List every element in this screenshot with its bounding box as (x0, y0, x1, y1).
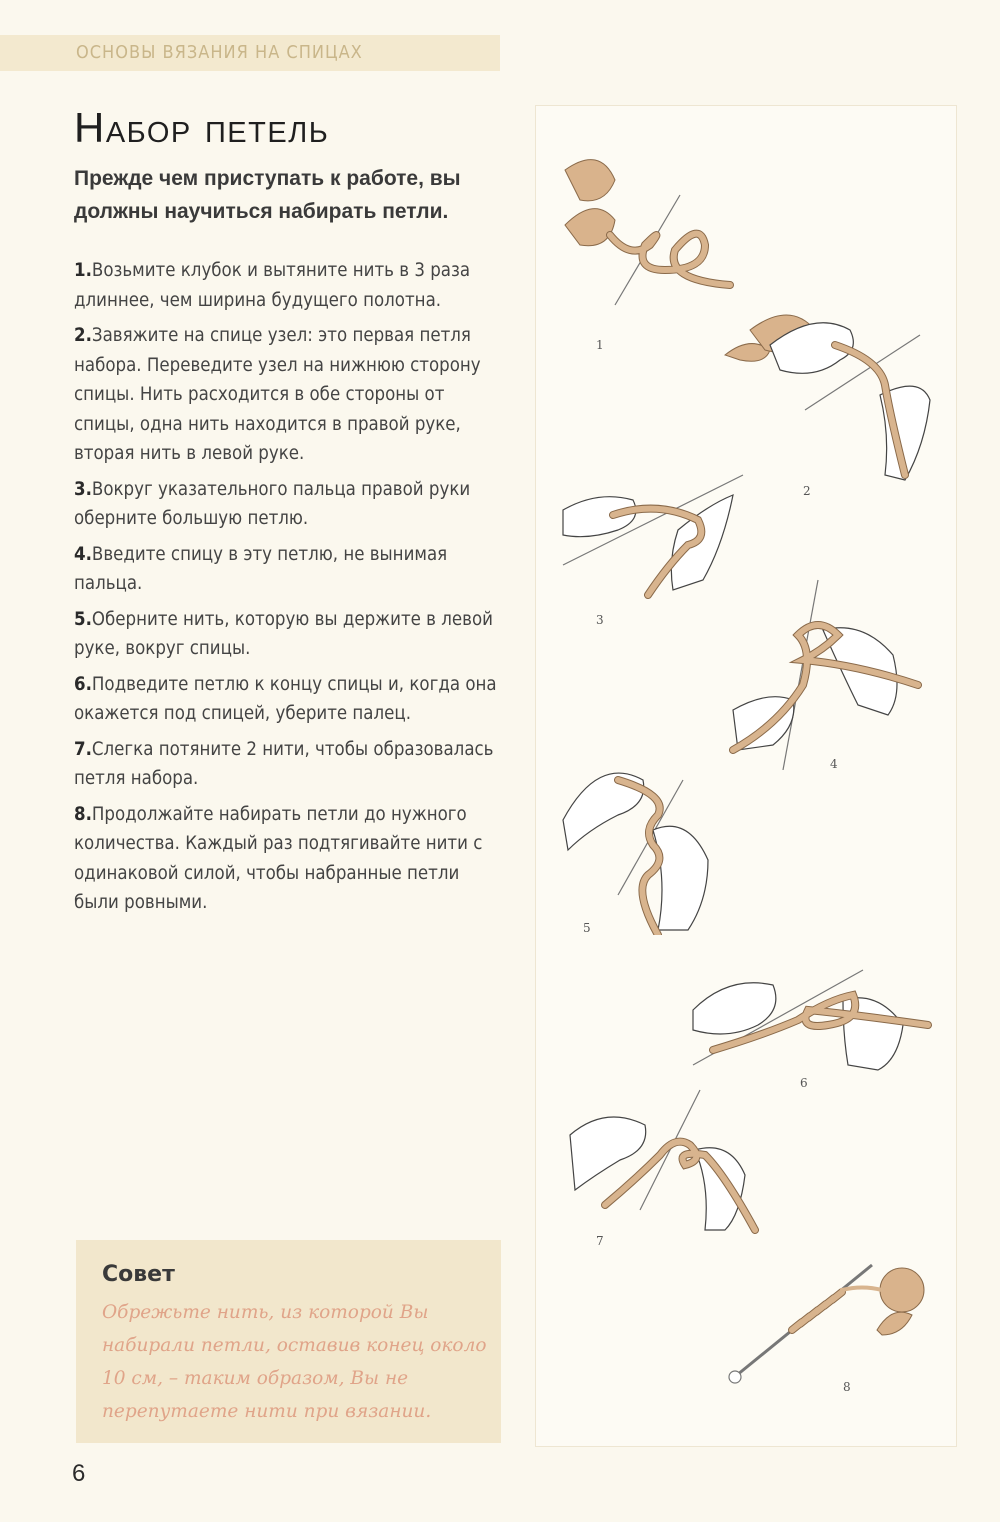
step-text: Вокруг указательного пальца правой руки оберните большую петлю. (74, 478, 471, 529)
step-item (74, 605, 504, 664)
finger-loop-illustration (558, 470, 748, 600)
wrap-yarn-illustration (558, 760, 718, 935)
figure-label: 1 (596, 338, 604, 352)
step-text: Продолжайте набирать петли до нужного количества. Каждый раз подтягивайте нити с одинаковой силой, чтобы набранные петли были ровными. (74, 803, 483, 913)
step-item (74, 735, 504, 794)
step-number: 5. (74, 608, 92, 630)
intro-text: Прежде чем приступать к работе, вы должны научиться набирать петли. (74, 167, 461, 223)
figure-label: 3 (596, 613, 604, 627)
figure-label: 8 (843, 1380, 851, 1394)
step-number: 8. (74, 803, 92, 825)
step-item (74, 540, 504, 599)
figure-label: 4 (830, 757, 838, 771)
step-number: 7. (74, 738, 92, 760)
tip-title: Совет (102, 1262, 175, 1287)
step-number: 2. (74, 325, 92, 346)
step-text: Завяжите на спице узел: это первая петля набора. Переведите узел на нижнюю сторону спицы. Нить расходится в обе стороны от спицы, одна нить находится в правой руке, вторая нить в левой руке. (74, 325, 481, 464)
step-item (74, 670, 504, 729)
steps-list (74, 256, 504, 924)
page-title: Набор петель (74, 104, 330, 151)
step-number: 6. (74, 673, 92, 695)
cast-on-needle-illustration (722, 1260, 932, 1390)
step-number: 4. (74, 543, 92, 565)
step-text: Введите спицу в эту петлю, не вынимая пальца. (74, 543, 448, 594)
step-text: Возьмите клубок и вытяните нить в 3 раза длиннее, чем ширина будущего полотна. (74, 260, 471, 311)
step-item (74, 800, 504, 918)
needle-into-loop-illustration (728, 575, 928, 770)
slide-loop-illustration (688, 965, 933, 1075)
step-text: Слегка потяните 2 нити, чтобы образовалась петля набора. (74, 738, 494, 789)
step-text: Подведите петлю к концу спицы и, когда она окажется под спицей, уберите палец. (74, 673, 497, 724)
tighten-loop-illustration (565, 1085, 765, 1235)
section-header: ОСНОВЫ ВЯЗАНИЯ НА СПИЦАХ (76, 42, 363, 63)
yarn-ball-needle-illustration (555, 150, 745, 310)
tip-text: Обрежьте нить, из которой Вы набирали петли, оставив конец около 10 см, – таким образом, Вы не перепутаете нити при вязании. (102, 1302, 487, 1422)
page-number: 6 (72, 1460, 86, 1487)
step-item (74, 321, 504, 469)
step-number: 1. (74, 260, 92, 281)
figure-label: 2 (803, 484, 811, 498)
step-text: Оберните нить, которую вы держите в левой руке, вокруг спицы. (74, 608, 493, 659)
step-item (74, 256, 504, 315)
step-item (74, 475, 504, 534)
figure-label: 5 (583, 921, 591, 935)
hands-knot-illustration (720, 305, 940, 485)
step-number: 3. (74, 478, 92, 500)
figure-label: 6 (800, 1076, 808, 1090)
figure-label: 7 (596, 1234, 604, 1248)
